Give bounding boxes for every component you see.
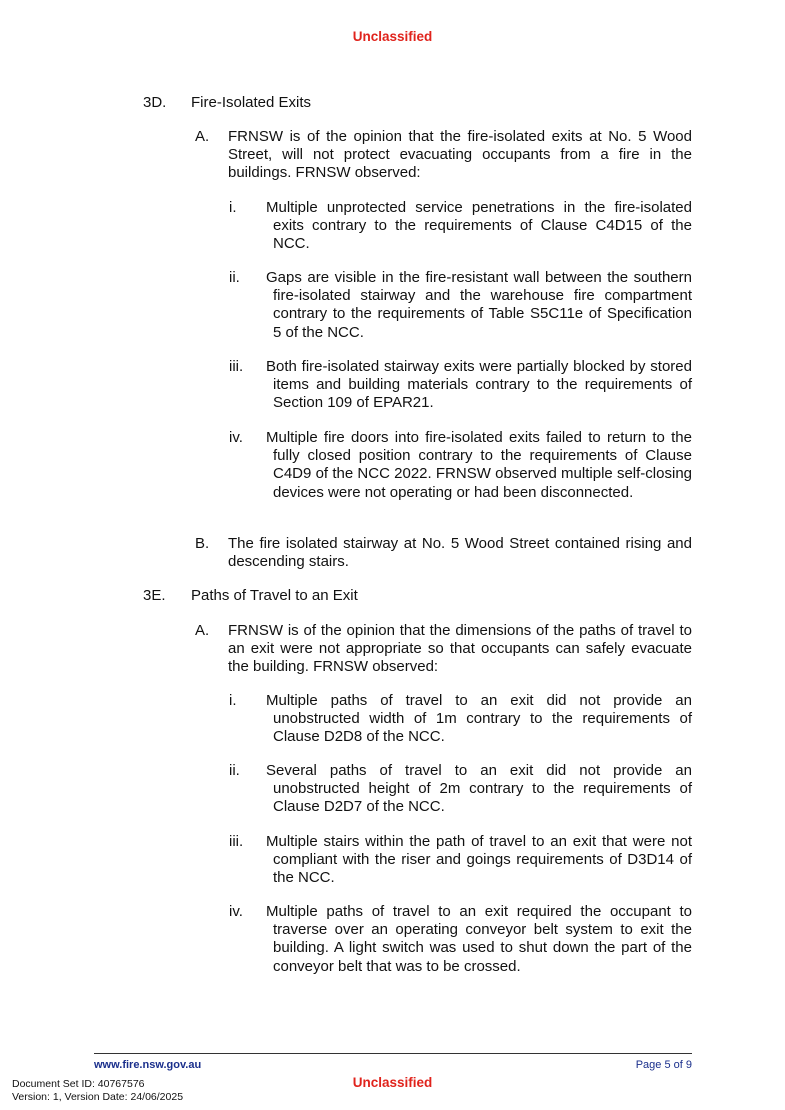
item-numeral: iv. <box>229 903 243 920</box>
paragraph-text: FRNSW is of the opinion that the fire-isolated exits at No. 5 Wood Street, will not protect evacuating occupants from a fire in the buildings. FRNSW observed: <box>228 128 692 182</box>
paragraph-text: The fire isolated stairway at No. 5 Wood Street contained rising and descending stairs. <box>228 535 692 571</box>
item-text: Both fire-isolated stairway exits were partially blocked by stored items and building materials contrary to the requirements of Section 109 of EPAR21. <box>266 358 692 412</box>
section-number: 3E. <box>143 587 166 604</box>
item-text: Multiple stairs within the path of travel to an exit that were not compliant with the riser and goings requirements of D3D14 of the NCC. <box>266 833 692 887</box>
section-title: Paths of Travel to an Exit <box>191 587 358 604</box>
list-item-3e-a-ii <box>229 762 692 817</box>
footer-divider <box>94 1053 692 1054</box>
item-text: Several paths of travel to an exit did not provide an unobstructed height of 2m contrary to the requirements of Clause D2D7 of the NCC. <box>266 762 692 816</box>
document-info <box>12 1078 183 1104</box>
item-text: Multiple paths of travel to an exit did not provide an unobstructed width of 1m contrary to the requirements of Clause D2D8 of the NCC. <box>266 692 692 746</box>
paragraph-3d-b <box>195 535 692 571</box>
item-text: Multiple fire doors into fire-isolated exits failed to return to the fully closed position contrary to the requirements of Clause C4D9 of the NCC 2022. FRNSW observed multiple self-closing devices were not operating or had been disconnected. <box>266 429 692 501</box>
document-version: Version: 1, Version Date: 24/06/2025 <box>12 1091 184 1103</box>
list-item-3e-a-iv <box>229 903 692 976</box>
item-numeral: i. <box>229 692 237 709</box>
list-item-3e-a-iii <box>229 833 692 888</box>
paragraph-3d-a <box>195 128 692 183</box>
list-item-3d-a-iii <box>229 358 692 413</box>
item-numeral: iii. <box>229 833 244 850</box>
paragraph-letter: B. <box>195 535 210 552</box>
classification-header: Unclassified <box>352 29 433 44</box>
item-text: Multiple paths of travel to an exit required the occupant to traverse over an operating conveyor belt system to exit the building. A light switch was used to shut down the part of the conveyor belt that was to be crossed. <box>266 903 692 975</box>
paragraph-letter: A. <box>195 622 210 639</box>
item-numeral: ii. <box>229 269 240 286</box>
item-numeral: ii. <box>229 762 240 779</box>
item-numeral: i. <box>229 199 237 216</box>
item-numeral: iii. <box>229 358 244 375</box>
item-text: Gaps are visible in the fire-resistant wall between the southern fire-isolated stairway and the warehouse fire compartment contrary to the requirements of Table S5C11e of Specification 5 of the NCC. <box>266 269 692 341</box>
list-item-3d-a-iv <box>229 429 692 502</box>
item-text: Multiple unprotected service penetrations in the fire-isolated exits contrary to the requirements of Clause C4D15 of the NCC. <box>266 199 692 253</box>
document-set-id: Document Set ID: 40767576 <box>12 1078 145 1090</box>
list-item-3e-a-i <box>229 692 692 747</box>
footer-website-link[interactable]: www.fire.nsw.gov.au <box>94 1059 202 1071</box>
section-number: 3D. <box>143 94 167 111</box>
section-title: Fire-Isolated Exits <box>191 94 312 111</box>
item-numeral: iv. <box>229 429 243 446</box>
list-item-3d-a-i <box>229 199 692 254</box>
list-item-3d-a-ii <box>229 269 692 342</box>
paragraph-3e-a <box>195 622 692 677</box>
paragraph-text: FRNSW is of the opinion that the dimensions of the paths of travel to an exit were not appropriate so that occupants can safely evacuate the building. FRNSW observed: <box>228 622 692 676</box>
classification-footer: Unclassified <box>352 1075 433 1090</box>
paragraph-letter: A. <box>195 128 210 145</box>
page-number: Page 5 of 9 <box>635 1059 692 1071</box>
